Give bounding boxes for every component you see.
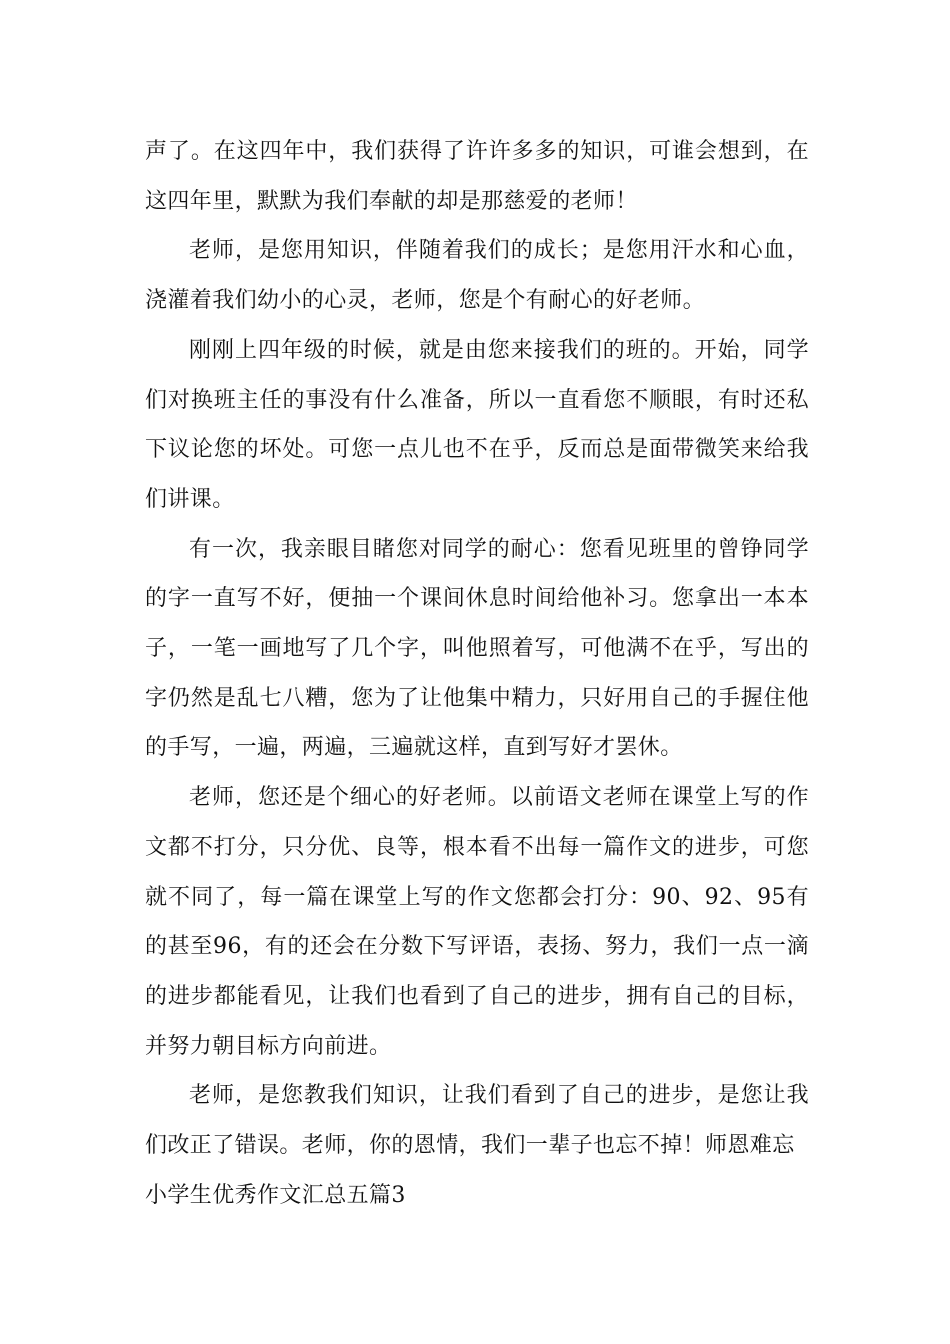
- paragraph: 老师，是您用知识，伴随着我们的成长；是您用汗水和心血，浇灌着我们幼小的心灵，老师，您是个有耐心的好老师。: [145, 238, 809, 314]
- section-heading: 小学生优秀作文汇总五篇3: [145, 1182, 406, 1208]
- paragraph: 有一次，我亲眼目睹您对同学的耐心：您看见班里的曾铮同学的字一直写不好，便抽一个课间休息时间给他补习。您拿出一本本子，一笔一画地写了几个字，叫他照着写，可他满不在乎，写出的字仍然是乱七八糟，您为了让他集中精力，只好用自己的手握住他的手写，一遍，两遍，三遍就这样，直到写好才罢休。: [145, 536, 809, 761]
- document-body: [145, 127, 809, 1220]
- paragraph: 刚刚上四年级的时候，就是由您来接我们的班的。开始，同学们对换班主任的事没有什么准备，所以一直看您不顺眼，有时还私下议论您的坏处。可您一点儿也不在乎，反而总是面带微笑来给我们讲课。: [145, 337, 809, 512]
- paragraph: 老师，您还是个细心的好老师。以前语文老师在课堂上写的作文都不打分，只分优、良等，根本看不出每一篇作文的进步，可您就不同了，每一篇在课堂上写的作文您都会打分：90、92、95有的甚至96，有的还会在分数下写评语，表扬、努力，我们一点一滴的进步都能看见，让我们也看到了自己的进步，拥有自己的目标，并努力朝目标方向前进。: [145, 785, 809, 1059]
- paragraph: 老师，是您教我们知识，让我们看到了自己的进步，是您让我们改正了错误。老师，你的恩情，我们一辈子也忘不掉！师恩难忘: [145, 1083, 809, 1159]
- paragraph-continuation: 声了。在这四年中，我们获得了许许多多的知识，可谁会想到，在这四年里，默默为我们奉献的却是那慈爱的老师！: [145, 139, 809, 214]
